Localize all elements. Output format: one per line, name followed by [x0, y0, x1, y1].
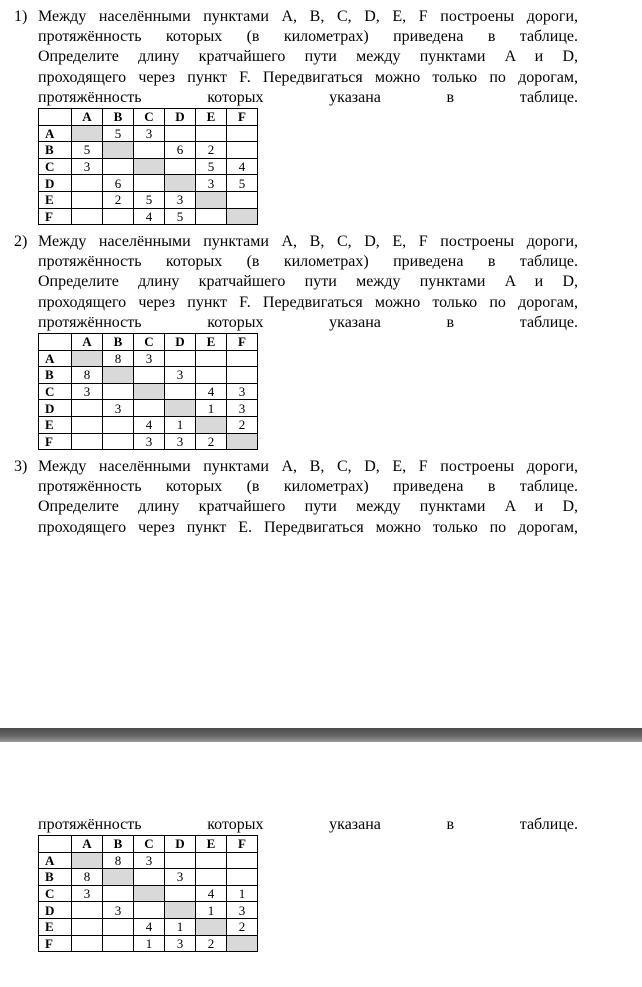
page-break-divider — [0, 728, 642, 742]
table-row — [39, 191, 258, 208]
problem-3-distance-table — [38, 835, 258, 952]
distance-cell: 2 — [227, 416, 258, 433]
distance-cell — [134, 158, 165, 175]
distance-cell: 3 — [134, 350, 165, 367]
distance-cell: 3 — [227, 400, 258, 417]
distance-cell — [196, 918, 227, 935]
text-line: протяжённость которых указана в таблице. — [38, 88, 578, 106]
distance-cell — [103, 869, 134, 886]
distance-cell: 4 — [196, 383, 227, 400]
column-header: E — [196, 836, 227, 853]
column-header: C — [134, 109, 165, 126]
column-header — [39, 836, 72, 853]
column-header: E — [196, 334, 227, 351]
distance-cell: 2 — [196, 935, 227, 952]
text-line: Определите длину кратчайшего пути между пунктами A и D, — [38, 48, 578, 66]
column-header: F — [227, 109, 258, 126]
distance-cell: 3 — [134, 125, 165, 142]
problem-1-number: 1) — [14, 8, 28, 25]
distance-cell: 8 — [72, 367, 103, 384]
table-row — [39, 125, 258, 142]
distance-cell: 3 — [165, 191, 196, 208]
table-row — [39, 885, 258, 902]
column-header: D — [165, 836, 196, 853]
table-row — [39, 852, 258, 869]
distance-cell: 5 — [103, 125, 134, 142]
header-row — [39, 836, 258, 853]
distance-cell: 2 — [227, 918, 258, 935]
problem-2-distance-table — [38, 333, 258, 450]
row-header: E — [39, 918, 72, 935]
distance-cell: 3 — [227, 383, 258, 400]
distance-cell — [196, 416, 227, 433]
distance-cell — [165, 125, 196, 142]
distance-cell: 3 — [134, 852, 165, 869]
column-header — [39, 109, 72, 126]
distance-cell — [134, 175, 165, 192]
table-row — [39, 367, 258, 384]
table-row — [39, 935, 258, 952]
row-header: F — [39, 208, 72, 225]
distance-cell — [134, 367, 165, 384]
row-header: C — [39, 383, 72, 400]
column-header: D — [165, 109, 196, 126]
text-line: Между населёнными пунктами A, B, C, D, E, F построены дороги, — [38, 458, 578, 475]
row-header: B — [39, 367, 72, 384]
distance-cell — [227, 350, 258, 367]
table-row — [39, 400, 258, 417]
distance-cell: 3 — [165, 367, 196, 384]
distance-cell — [134, 869, 165, 886]
distance-cell: 2 — [196, 433, 227, 450]
distance-cell — [72, 416, 103, 433]
column-header: C — [134, 334, 165, 351]
distance-cell — [72, 350, 103, 367]
distance-cell — [72, 852, 103, 869]
distance-cell — [227, 852, 258, 869]
distance-cell — [165, 175, 196, 192]
problem-1-text — [38, 7, 578, 108]
distance-cell — [196, 852, 227, 869]
row-header: D — [39, 400, 72, 417]
distance-cell: 2 — [103, 191, 134, 208]
table-row — [39, 142, 258, 159]
distance-cell — [227, 208, 258, 225]
column-header: A — [72, 109, 103, 126]
distance-cell — [165, 400, 196, 417]
distance-cell — [72, 175, 103, 192]
distance-cell — [103, 918, 134, 935]
distance-cell — [103, 433, 134, 450]
distance-cell — [103, 416, 134, 433]
column-header: E — [196, 109, 227, 126]
text-line: протяжённость которых (в километрах) приведена в таблице. — [38, 478, 578, 496]
column-header: B — [103, 836, 134, 853]
distance-cell: 3 — [134, 433, 165, 450]
table-row — [39, 416, 258, 433]
distance-cell: 6 — [103, 175, 134, 192]
distance-cell: 3 — [72, 383, 103, 400]
distance-cell: 3 — [165, 935, 196, 952]
header-row — [39, 334, 258, 351]
distance-cell — [72, 433, 103, 450]
text-line: проходящего через пункт F. Передвигаться можно только по дорогам, — [38, 293, 578, 311]
distance-cell — [227, 935, 258, 952]
distance-cell: 2 — [196, 142, 227, 159]
problem-2-text — [38, 232, 578, 333]
distance-cell — [165, 885, 196, 902]
distance-cell — [103, 158, 134, 175]
row-header: D — [39, 902, 72, 919]
distance-cell: 3 — [165, 433, 196, 450]
distance-cell — [196, 191, 227, 208]
distance-cell — [165, 350, 196, 367]
row-header: F — [39, 433, 72, 450]
distance-cell — [227, 142, 258, 159]
row-header: C — [39, 885, 72, 902]
distance-cell — [72, 935, 103, 952]
distance-cell — [72, 918, 103, 935]
text-line: Определите длину кратчайшего пути между пунктами A и D, — [38, 498, 578, 516]
distance-cell: 8 — [103, 350, 134, 367]
problem-3-text — [38, 457, 578, 538]
distance-cell — [165, 902, 196, 919]
distance-cell — [196, 350, 227, 367]
distance-cell — [103, 383, 134, 400]
distance-cell: 8 — [72, 869, 103, 886]
distance-cell: 1 — [165, 416, 196, 433]
distance-cell — [72, 125, 103, 142]
distance-cell — [134, 142, 165, 159]
distance-cell: 3 — [103, 902, 134, 919]
distance-cell — [165, 158, 196, 175]
distance-cell: 4 — [134, 416, 165, 433]
text-line: проходящего через пункт E. Передвигаться можно только по дорогам, — [38, 518, 578, 536]
distance-cell: 6 — [165, 142, 196, 159]
column-header: F — [227, 836, 258, 853]
distance-cell — [227, 125, 258, 142]
distance-cell — [72, 400, 103, 417]
column-header: B — [103, 109, 134, 126]
distance-cell: 5 — [165, 208, 196, 225]
distance-cell: 3 — [103, 400, 134, 417]
row-header: A — [39, 125, 72, 142]
row-header: D — [39, 175, 72, 192]
distance-cell — [165, 852, 196, 869]
distance-cell: 1 — [227, 885, 258, 902]
text-line: Между населёнными пунктами A, B, C, D, E, F построены дороги, — [38, 8, 578, 25]
distance-cell — [103, 367, 134, 384]
text-line: протяжённость которых указана в таблице. — [38, 816, 578, 833]
distance-cell: 1 — [134, 935, 165, 952]
header-row — [39, 109, 258, 126]
distance-cell — [227, 191, 258, 208]
text-line: протяжённость которых (в километрах) приведена в таблице. — [38, 253, 578, 271]
text-line: протяжённость которых указана в таблице. — [38, 313, 578, 331]
table-row — [39, 158, 258, 175]
row-header: B — [39, 142, 72, 159]
distance-cell: 4 — [134, 918, 165, 935]
distance-cell — [134, 383, 165, 400]
distance-cell: 1 — [196, 400, 227, 417]
table-row — [39, 433, 258, 450]
distance-cell — [103, 208, 134, 225]
distance-cell: 3 — [72, 158, 103, 175]
distance-cell: 3 — [196, 175, 227, 192]
row-header: E — [39, 416, 72, 433]
distance-cell: 4 — [196, 885, 227, 902]
column-header: D — [165, 334, 196, 351]
distance-cell: 3 — [227, 902, 258, 919]
distance-cell — [196, 367, 227, 384]
row-header: E — [39, 191, 72, 208]
column-header: A — [72, 836, 103, 853]
problem-3-number: 3) — [14, 458, 28, 475]
row-header: F — [39, 935, 72, 952]
text-line: Между населёнными пунктами A, B, C, D, E, F построены дороги, — [38, 233, 578, 250]
distance-cell — [134, 885, 165, 902]
distance-cell: 3 — [165, 869, 196, 886]
distance-cell — [165, 383, 196, 400]
row-header: A — [39, 350, 72, 367]
text-line: Определите длину кратчайшего пути между пунктами A и D, — [38, 273, 578, 291]
distance-cell: 5 — [134, 191, 165, 208]
distance-cell: 1 — [196, 902, 227, 919]
distance-cell — [227, 367, 258, 384]
problem-2-number: 2) — [14, 233, 28, 250]
table-row — [39, 869, 258, 886]
distance-cell — [103, 885, 134, 902]
distance-cell — [72, 902, 103, 919]
distance-cell — [72, 208, 103, 225]
text-line: протяжённость которых (в километрах) приведена в таблице. — [38, 28, 578, 46]
distance-cell: 5 — [227, 175, 258, 192]
table-row — [39, 383, 258, 400]
distance-cell: 8 — [103, 852, 134, 869]
distance-cell — [103, 142, 134, 159]
distance-cell: 5 — [72, 142, 103, 159]
distance-cell — [196, 869, 227, 886]
table-row — [39, 918, 258, 935]
distance-cell: 5 — [196, 158, 227, 175]
column-header: A — [72, 334, 103, 351]
row-header: B — [39, 869, 72, 886]
distance-cell — [72, 191, 103, 208]
distance-cell — [227, 869, 258, 886]
distance-cell: 3 — [72, 885, 103, 902]
table-row — [39, 175, 258, 192]
column-header: C — [134, 836, 165, 853]
distance-cell — [134, 902, 165, 919]
problem-1-distance-table — [38, 108, 258, 225]
distance-cell — [196, 208, 227, 225]
text-line: проходящего через пункт F. Передвигаться можно только по дорогам, — [38, 68, 578, 86]
table-row — [39, 208, 258, 225]
column-header: B — [103, 334, 134, 351]
column-header: F — [227, 334, 258, 351]
distance-cell — [134, 400, 165, 417]
distance-cell: 4 — [134, 208, 165, 225]
column-header — [39, 334, 72, 351]
distance-cell: 4 — [227, 158, 258, 175]
problem-3-text-continued — [38, 815, 578, 835]
distance-cell — [196, 125, 227, 142]
row-header: C — [39, 158, 72, 175]
row-header: A — [39, 852, 72, 869]
table-row — [39, 902, 258, 919]
distance-cell — [227, 433, 258, 450]
distance-cell: 1 — [165, 918, 196, 935]
table-row — [39, 350, 258, 367]
distance-cell — [103, 935, 134, 952]
